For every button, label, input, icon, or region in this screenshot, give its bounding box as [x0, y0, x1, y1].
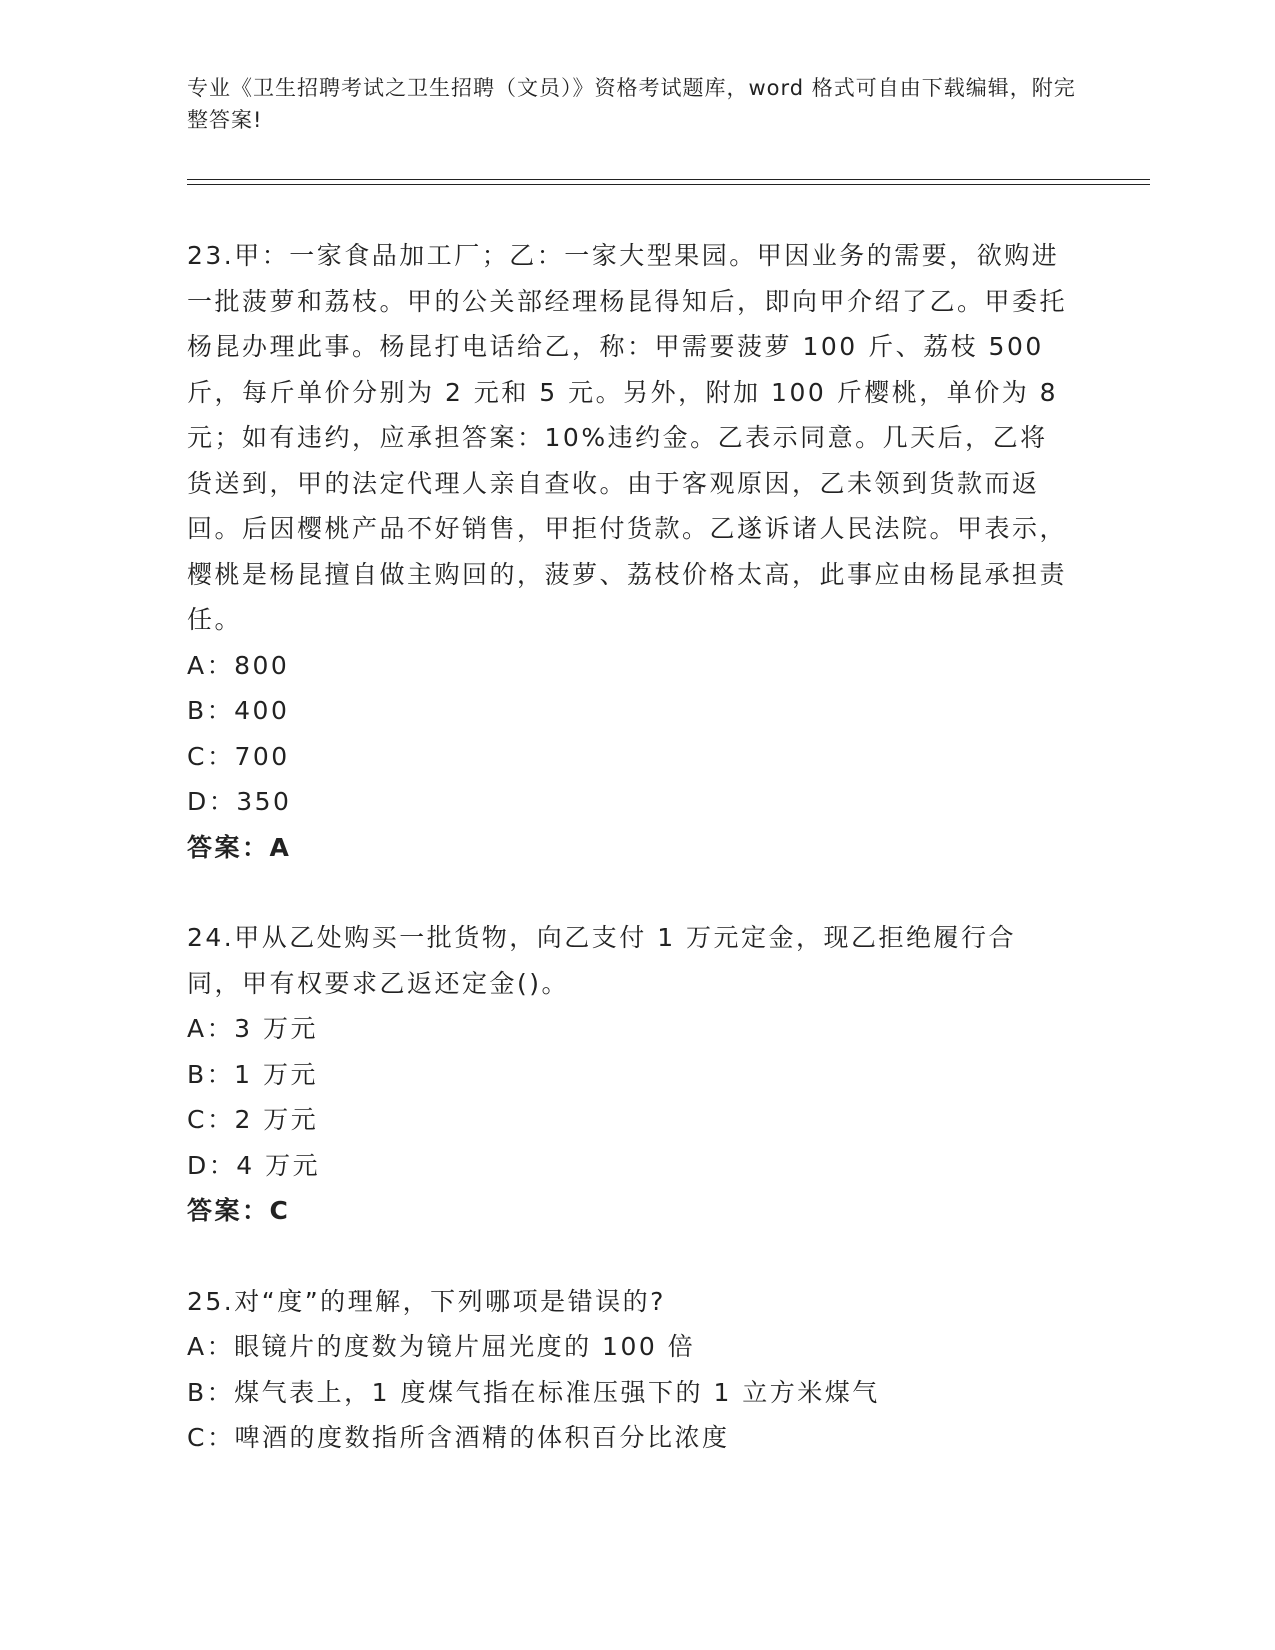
question-23 [187, 233, 1067, 870]
question-stem: 25.对“度”的理解，下列哪项是错误的? [187, 1286, 666, 1316]
option-c: C：2 万元 [187, 1105, 319, 1134]
option-d: D：350 [187, 787, 292, 816]
option-a: A：800 [187, 650, 290, 680]
option-c: C：700 [187, 741, 290, 771]
header-divider-top [187, 179, 1150, 180]
answer: 答案：C [187, 1196, 291, 1225]
option-b: B：煤气表上，1 度煤气指在标准压强下的 1 立方米煤气 [187, 1377, 880, 1407]
option-d: D：4 万元 [187, 1150, 321, 1180]
option-a: A：3 万元 [187, 1014, 318, 1043]
header-title: 专业《卫生招聘考试之卫生招聘（文员）》资格考试题库，word 格式可自由下载编辑，附完整答案! [187, 76, 1076, 132]
header-divider-bottom [187, 184, 1150, 185]
question-list [187, 233, 1067, 1461]
document-header [187, 72, 1087, 136]
question-24 [187, 915, 1067, 1234]
option-b: B：1 万元 [187, 1059, 319, 1089]
option-a: A：眼镜片的度数为镜片屈光度的 100 倍 [187, 1332, 696, 1361]
answer: 答案：A [187, 832, 292, 862]
option-c: C：啤酒的度数指所含酒精的体积百分比浓度 [187, 1423, 730, 1452]
question-25 [187, 1279, 1067, 1461]
question-spacer [187, 1234, 1067, 1279]
question-stem: 24.甲从乙处购买一批货物，向乙支付 1 万元定金，现乙拒绝履行合同，甲有权要求乙返还定金()。 [187, 923, 1017, 998]
question-spacer [187, 870, 1067, 915]
question-stem: 23.甲：一家食品加工厂；乙：一家大型果园。甲因业务的需要，欲购进一批菠萝和荔枝。甲的公关部经理杨昆得知后，即向甲介绍了乙。甲委托杨昆办理此事。杨昆打电话给乙，称：甲需要菠萝 100 斤、荔枝 500 斤，每斤单价分别为 2 元和 5 元。另外，附加 100 斤樱桃，单价为 8 元；如有违约，应承担答案：10%违约金。乙表示同意。几天后，乙将货送到，甲的法定代理人亲自查收。由于客观原因，乙未领到货款而返回。后因樱桃产品不好销售，甲拒付货款。乙遂诉诸人民法院。甲表示，樱桃是杨昆擅自做主购回的，菠萝、荔枝价格太高，此事应由杨昆承担责任。 [187, 241, 1068, 634]
option-b: B：400 [187, 696, 290, 725]
